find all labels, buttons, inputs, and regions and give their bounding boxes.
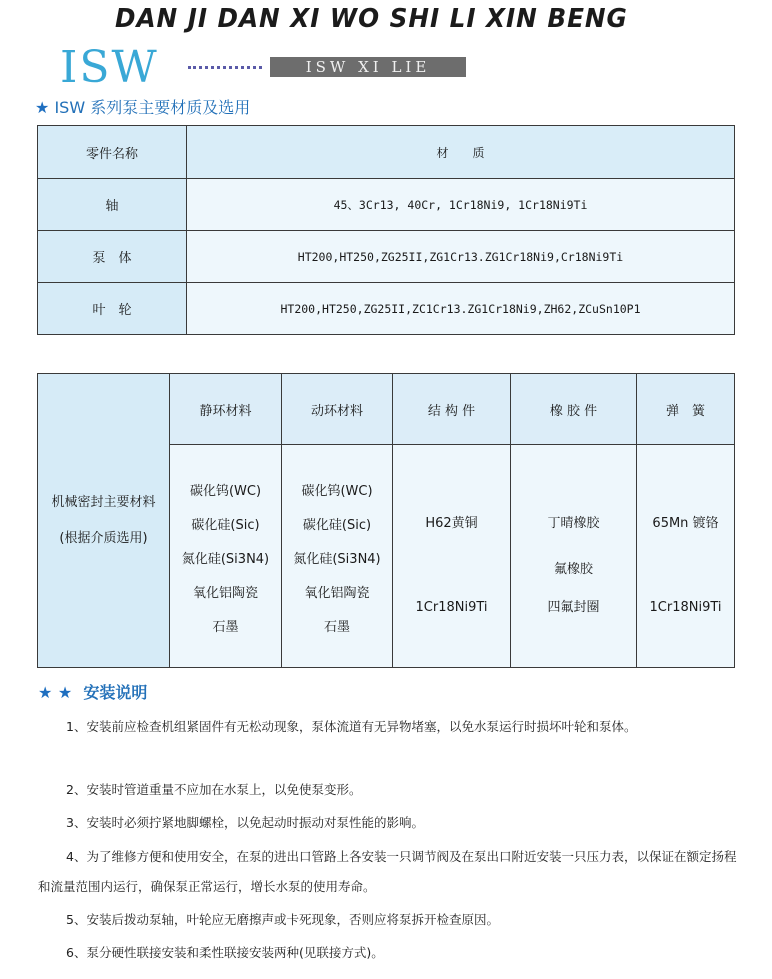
- header-part-name: 零件名称: [38, 126, 187, 179]
- table-row: [38, 283, 735, 335]
- pinyin-banner: DAN JI DAN XI WO SHI LI XIN BENG: [115, 4, 628, 34]
- list-item: 氮化硅(Si3N4): [181, 552, 270, 567]
- star-icon: ★: [35, 98, 50, 117]
- part-name: 叶 轮: [38, 283, 187, 335]
- seal-label-line1: 机械密封主要材料: [51, 494, 156, 510]
- spring-cell: [637, 445, 735, 668]
- static-ring-cell: [170, 445, 282, 668]
- section-install-text: 安装说明: [83, 683, 148, 702]
- list-item: 氧化铝陶瓷: [192, 586, 258, 601]
- list-item: 石墨: [212, 620, 239, 635]
- structural-cell: [393, 445, 511, 668]
- instruction-item: 4、为了维修方便和使用安全，在泵的进出口管路上各安装一只调节阀及在泵出口附近安装一只压力表，以保证在额定扬程和流量范围内运行，确保泵正常运行，增长水泵的使用寿命。: [38, 849, 737, 894]
- section-install-title: [38, 680, 147, 703]
- seal-materials-table: [37, 373, 735, 668]
- series-label: ISW XI LIE: [270, 57, 466, 77]
- section-materials-text: ISW 系列泵主要材质及选用: [54, 98, 251, 117]
- header-dynamic-ring: 动环材料: [282, 374, 393, 445]
- instruction-item: 2、安装时管道重量不应加在水泵上，以免使泵变形。: [66, 782, 362, 797]
- rubber-cell: [511, 445, 637, 668]
- list-item: 石墨: [323, 620, 350, 635]
- list-item: 四氟封圈: [547, 600, 600, 615]
- section-materials-title: [35, 95, 250, 118]
- list-item: 氟橡胶: [553, 562, 593, 577]
- star-icon: ★ ★: [38, 683, 73, 702]
- part-material: HT200,HT250,ZG25II,ZG1Cr13.ZG1Cr18Ni9,Cr18Ni9Ti: [187, 231, 735, 283]
- dynamic-ring-cell: [282, 445, 393, 668]
- header-material: 材 质: [187, 126, 735, 179]
- table-row: [38, 179, 735, 231]
- dotted-divider: [188, 66, 262, 69]
- header-static-ring: 静环材料: [170, 374, 282, 445]
- list-item: 碳化硅(Sic): [302, 518, 372, 533]
- list-item: 氮化硅(Si3N4): [293, 552, 381, 567]
- list-item: 1Cr18Ni9Ti: [415, 600, 488, 615]
- part-material: 45、3Cr13, 40Cr, 1Cr18Ni9, 1Cr18Ni9Ti: [187, 179, 735, 231]
- header-spring: 弹 簧: [637, 374, 735, 445]
- list-item: H62黄铜: [425, 516, 478, 531]
- instruction-item: 3、安装时必须拧紧地脚螺栓，以免起动时振动对泵性能的影响。: [66, 815, 424, 830]
- header-rubber: 橡 胶 件: [511, 374, 637, 445]
- part-name: 泵 体: [38, 231, 187, 283]
- isw-logo: ISW: [60, 42, 159, 93]
- seal-row-label: [38, 374, 170, 668]
- seal-label-line2: (根据介质选用): [59, 530, 148, 546]
- list-item: 65Mn 镀铬: [652, 516, 719, 531]
- table-header-row: [38, 126, 735, 179]
- list-item: 碳化钨(WC): [189, 484, 262, 499]
- list-item: 1Cr18Ni9Ti: [649, 600, 722, 615]
- list-item: 碳化硅(Sic): [191, 518, 260, 533]
- instruction-item: 6、泵分硬性联接安装和柔性联接安装两种(见联接方式)。: [66, 945, 384, 960]
- table-row: [38, 231, 735, 283]
- materials-table: [37, 125, 735, 335]
- list-item: 氧化铝陶瓷: [304, 586, 370, 601]
- seal-header-row: [38, 374, 735, 445]
- instruction-item: 5、安装后拨动泵轴，叶轮应无磨擦声或卡死现象，否则应将泵拆开检查原因。: [66, 912, 499, 927]
- list-item: 丁晴橡胶: [547, 516, 600, 531]
- instruction-item: 1、安装前应检查机组紧固件有无松动现象，泵体流道有无异物堵塞，以免水泵运行时损坏叶轮和泵体。: [66, 719, 637, 734]
- part-name: 轴: [38, 179, 187, 231]
- part-material: HT200,HT250,ZG25II,ZC1Cr13.ZG1Cr18Ni9,ZH62,ZCuSn10P1: [187, 283, 735, 335]
- list-item: 碳化钨(WC): [301, 484, 373, 499]
- header-structural: 结 构 件: [393, 374, 511, 445]
